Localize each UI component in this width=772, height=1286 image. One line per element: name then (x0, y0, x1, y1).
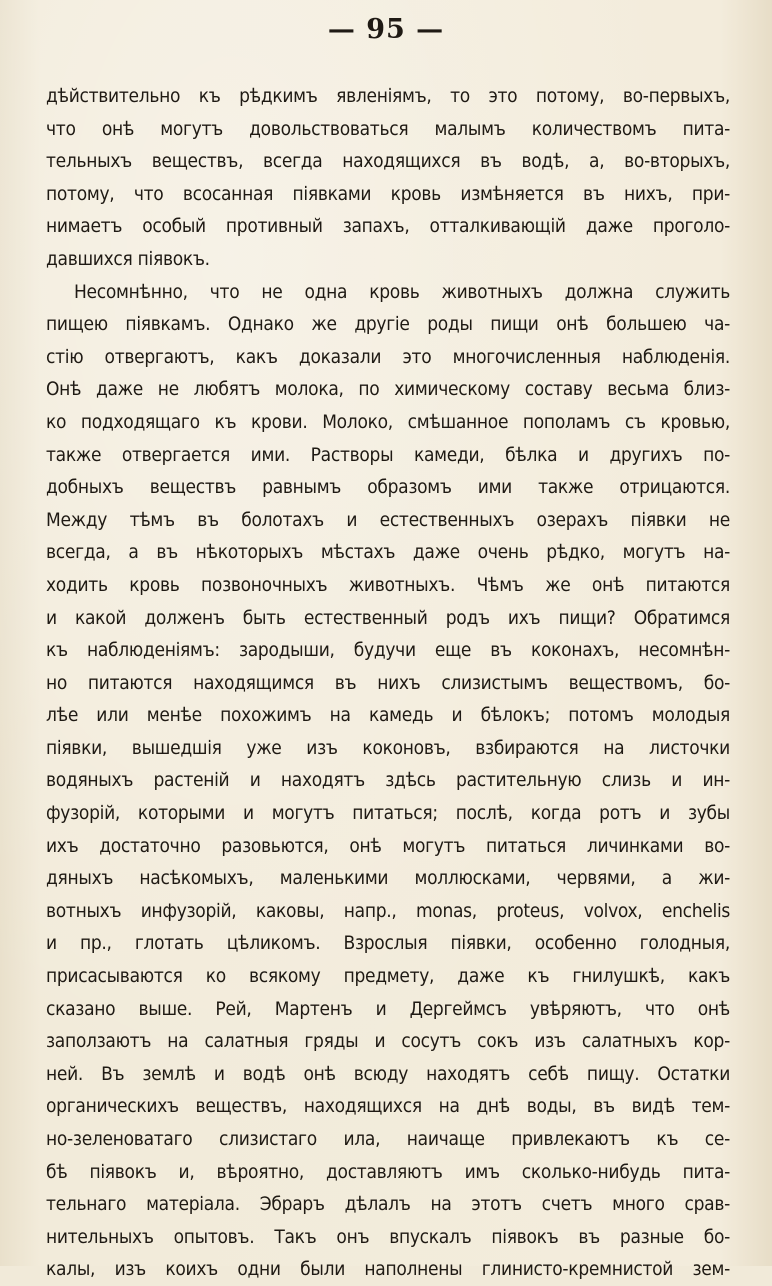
body-text (46, 80, 730, 1286)
text-line: дяныхъ насѣкомыхъ, маленькими моллюсками, червями, а жи- (46, 867, 730, 890)
text-line: ней. Въ землѣ и водѣ онѣ всюду находятъ себѣ пищу. Остатки (46, 1062, 730, 1085)
text-line: лѣе или менѣе похожимъ на камедь и бѣлокъ; потомъ молодыя (46, 704, 730, 727)
paragraph-1 (46, 80, 730, 276)
text-line: Несомнѣнно, что не одна кровь животныхъ должна служить (74, 280, 730, 303)
text-line: стію отвергаютъ, какъ доказали это многочисленныя наблюденія. (46, 345, 730, 368)
text-line: бѣ піявокъ и, вѣроятно, доставляютъ имъ сколько-нибудь пита- (46, 1160, 730, 1183)
text-line: фузорій, которыми и могутъ питаться; послѣ, когда ротъ и зубы (46, 802, 730, 825)
text-line: нительныхъ опытовъ. Такъ онъ впускалъ піявокъ въ разные бо- (46, 1225, 730, 1248)
text-line: присасываются ко всякому предмету, даже къ гнилушкѣ, какъ (46, 965, 730, 988)
text-line: органическихъ веществъ, находящихся на днѣ воды, въ видѣ тем- (46, 1095, 730, 1118)
text-line: давшихся піявокъ. (46, 247, 210, 270)
text-line: тельнаго матеріала. Эбраръ дѣлалъ на этотъ счетъ много срав- (46, 1193, 730, 1216)
text-line: ихъ достаточно разовьются, онѣ могутъ питаться личинками во- (46, 834, 730, 857)
text-line: сказано выше. Рей, Мартенъ и Дергеймсъ увѣряютъ, что онѣ (46, 997, 730, 1020)
text-line: калы, изъ коихъ одни были наполнены глинисто-кремнистой зем- (46, 1258, 730, 1281)
text-line: тельныхъ веществъ, всегда находящихся въ водѣ, а, во-вторыхъ, (46, 150, 730, 173)
text-line: что онѣ могутъ довольствоваться малымъ количествомъ пита- (46, 117, 730, 140)
page-number: — 95 — (327, 14, 445, 45)
text-line: всегда, а въ нѣкоторыхъ мѣстахъ даже очень рѣдко, могутъ на- (46, 541, 730, 564)
text-line: пищею піявкамъ. Однако же другіе роды пищи онѣ большею ча- (46, 313, 730, 336)
text-line: но питаются находящимся въ нихъ слизистымъ веществомъ, бо- (46, 671, 730, 694)
text-line: также отвергается ими. Растворы камеди, бѣлка и другихъ по- (46, 443, 730, 466)
text-line: къ наблюденіямъ: зародыши, будучи еще въ коконахъ, несомнѣн- (46, 639, 730, 662)
text-line: ко подходящаго къ крови. Молоко, смѣшанное пополамъ съ кровью, (46, 410, 730, 433)
text-line: ходить кровь позвоночныхъ животныхъ. Чѣмъ же онѣ питаются (46, 573, 730, 596)
text-line: Онѣ даже не любятъ молока, по химическому составу весьма близ- (46, 378, 730, 401)
text-line: дѣйствительно къ рѣдкимъ явленіямъ, то это потому, во-первыхъ, (46, 85, 730, 107)
text-line: и пр., глотать цѣликомъ. Взрослыя піявки, особенно голодныя, (46, 932, 730, 955)
text-line: заползаютъ на салатныя гряды и сосутъ сокъ изъ салатныхъ кор- (46, 1030, 730, 1053)
paragraph-2 (46, 276, 730, 1286)
text-line: потому, что всосанная піявками кровь измѣняется въ нихъ, при- (46, 182, 730, 205)
text-line: водяныхъ растеній и находятъ здѣсь растительную слизь и ин- (46, 769, 730, 792)
text-line: и какой долженъ быть естественный родъ ихъ пищи? Обратимся (46, 606, 730, 629)
text-line: Между тѣмъ въ болотахъ и естественныхъ озерахъ піявки не (46, 508, 730, 531)
text-line: но-зеленоватаго слизистаго ила, наичаще привлекаютъ къ се- (46, 1128, 730, 1150)
text-line: нимаетъ особый противный запахъ, отталкивающій даже проголо- (46, 215, 730, 238)
text-line: добныхъ веществъ равнымъ образомъ ими также отрицаются. (46, 476, 730, 499)
text-line: піявки, вышедшія уже изъ коконовъ, взбираются на листочки (46, 736, 730, 759)
text-line: вотныхъ инфузорій, каковы, напр., monas, proteus, volvox, enchelis (46, 899, 730, 922)
